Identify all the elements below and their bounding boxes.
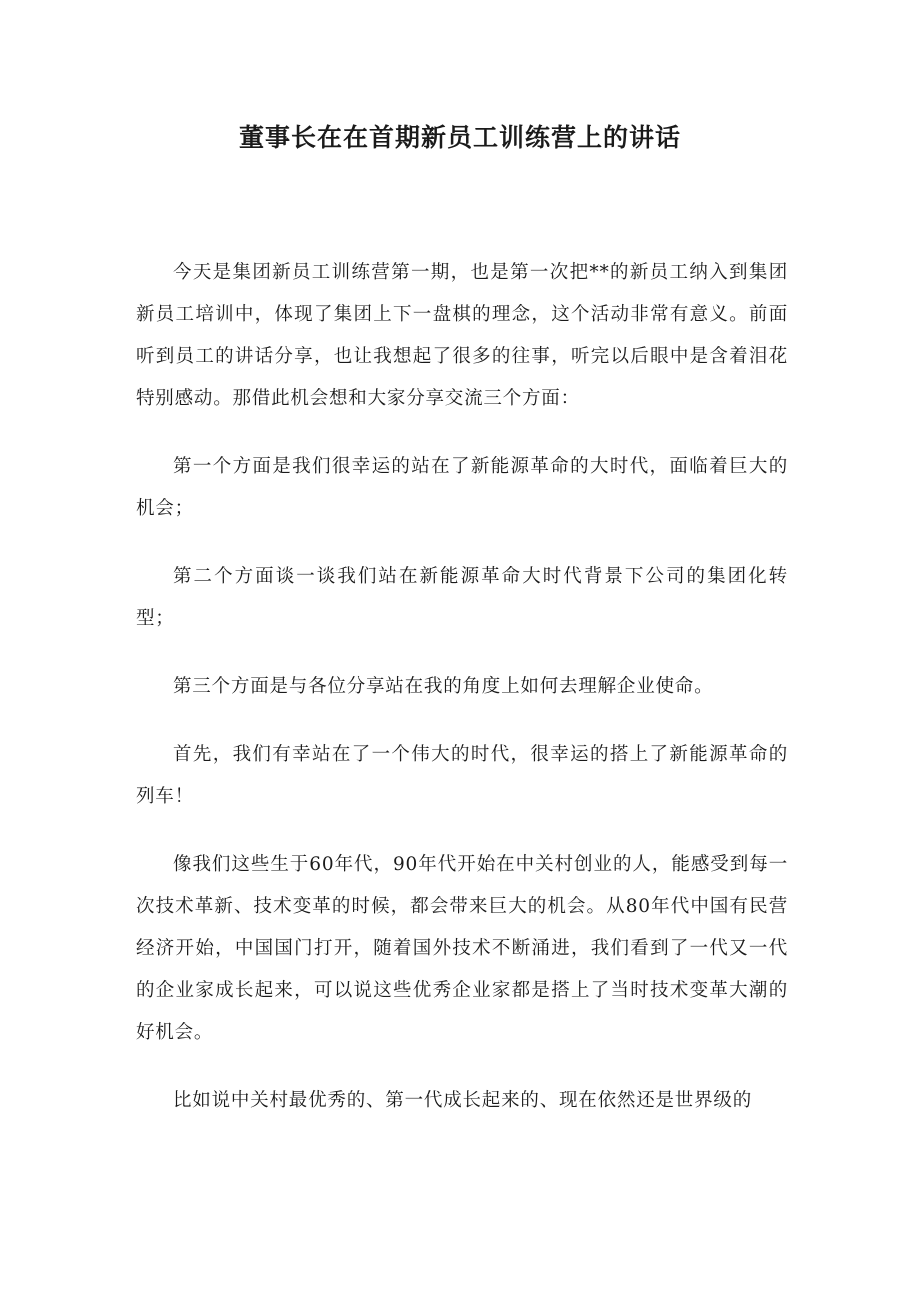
paragraph-point-one: 第一个方面是我们很幸运的站在了新能源革命的大时代，面临着巨大的机会； [136,456,788,519]
paragraph-first: 首先，我们有幸站在了一个伟大的时代，很幸运的搭上了新能源革命的列车！ [136,744,788,807]
paragraph-point-two: 第二个方面谈一谈我们站在新能源革命大时代背景下公司的集团化转型； [136,566,788,629]
document-body [136,252,788,1148]
paragraph-point-three: 第三个方面是与各位分享站在我的角度上如何去理解企业使命。 [173,676,714,697]
paragraph-intro: 今天是集团新员工训练营第一期，也是第一次把**的新员工纳入到集团新员工培训中，体现了集团上下一盘棋的理念，这个活动非常有意义。前面听到员工的讲话分享，也让我想起了很多的往事，听完以后眼中是含着泪花特别感动。那借此机会想和大家分享交流三个方面： [136,262,788,409]
paragraph-example: 比如说中关村最优秀的、第一代成长起来的、现在依然还是世界级的 [173,1090,753,1111]
paragraph-era: 像我们这些生于60年代，90年代开始在中关村创业的人，能感受到每一次技术革新、技术变革的时候，都会带来巨大的机会。从80年代中国有民营经济开始，中国国门打开，随着国外技术不断涌进，我们看到了一代又一代的企业家成长起来，可以说这些优秀企业家都是搭上了当时技术变革大潮的好机会。 [136,854,788,1043]
document-title: 董事长在在首期新员工训练营上的讲话 [238,123,681,152]
